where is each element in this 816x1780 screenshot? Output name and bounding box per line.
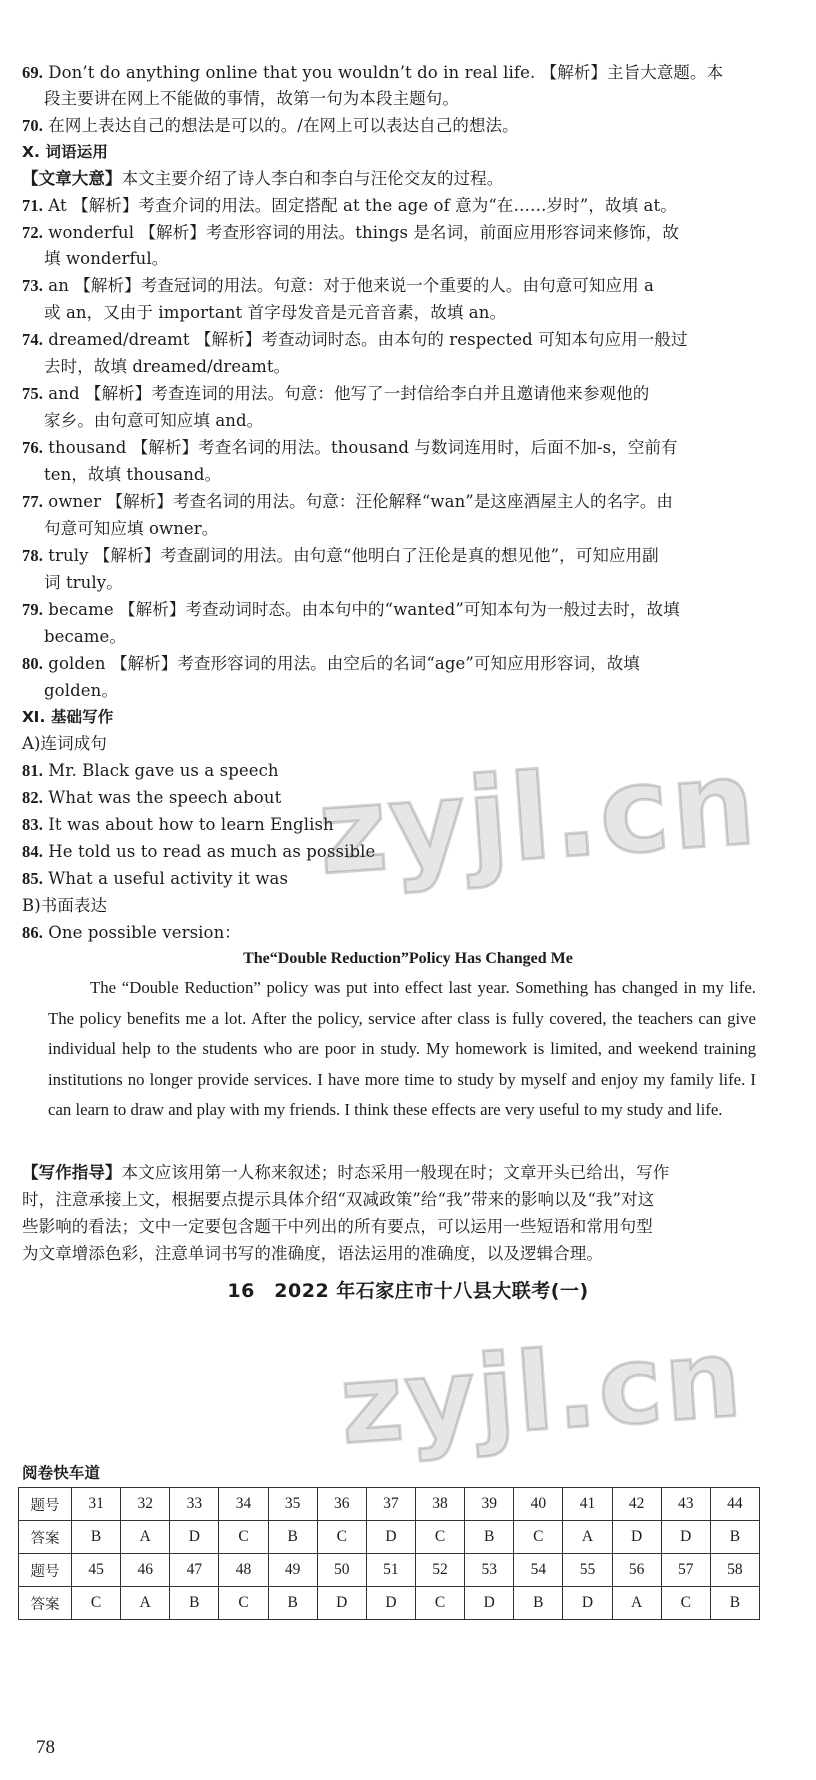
table-cell: C (661, 1587, 710, 1620)
table-cell: A (121, 1587, 170, 1620)
answer-69-line1: 69. Don’t do anything online that you wouldn’t do in real life. 【解析】主旨大意题。本 (22, 63, 724, 82)
answer-item-continuation: 或 an，又由于 important 首字母发音是元音音素，故填 an。 (44, 303, 507, 322)
table-cell: 48 (219, 1554, 268, 1587)
table-cell: A (563, 1521, 612, 1554)
table-cell: 49 (268, 1554, 317, 1587)
answer-item: 77. owner 【解析】考查名词的用法。句意：汪伦解释“wan”是这座酒屋主人的名字。由 (22, 492, 674, 511)
table-cell: 39 (465, 1488, 514, 1521)
table-cell: D (317, 1587, 366, 1620)
table-cell: D (465, 1587, 514, 1620)
part-a-heading: A)连词成句 (22, 734, 107, 753)
table-cell: 55 (563, 1554, 612, 1587)
table-cell: 56 (612, 1554, 661, 1587)
answer-item: 73. an 【解析】考查冠词的用法。句意：对于他来说一个重要的人。由句意可知应用 a (22, 276, 654, 295)
table-row (19, 1554, 760, 1587)
answer-86: 86. One possible version： (22, 923, 241, 942)
table-cell: 36 (317, 1488, 366, 1521)
table-cell: C (415, 1521, 464, 1554)
sentence-item: 83. It was about how to learn English (22, 815, 334, 834)
table-cell: D (366, 1587, 415, 1620)
table-cell: 38 (415, 1488, 464, 1521)
table-cell: D (661, 1521, 710, 1554)
quick-answer-label: 阅卷快车道 (22, 1464, 101, 1482)
table-cell: B (514, 1587, 563, 1620)
table-cell: 53 (465, 1554, 514, 1587)
table-cell: 42 (612, 1488, 661, 1521)
section-heading-11: Ⅺ. 基础写作 (22, 708, 114, 726)
answer-item: 75. and 【解析】考查连词的用法。句意：他写了一封信给李白并且邀请他来参观他的 (22, 384, 650, 403)
table-cell: B (170, 1587, 219, 1620)
table-header-cell: 题号 (19, 1554, 72, 1587)
table-cell: B (710, 1587, 759, 1620)
table-cell: A (612, 1587, 661, 1620)
answer-table (18, 1487, 760, 1620)
table-cell: 40 (514, 1488, 563, 1521)
section-heading-10: Ⅹ. 词语运用 (22, 143, 108, 161)
article-summary: 【文章大意】本文主要介绍了诗人李白和李白与汪伦交友的过程。 (22, 169, 504, 188)
table-cell: A (121, 1521, 170, 1554)
answer-item: 72. wonderful 【解析】考查形容词的用法。things 是名词，前面应用形容词来修饰，故 (22, 223, 679, 242)
table-cell: 51 (366, 1554, 415, 1587)
table-cell: B (72, 1521, 121, 1554)
table-cell: C (219, 1521, 268, 1554)
writing-guide-line4: 为文章增添色彩，注意单词书写的准确度，语法运用的准确度，以及逻辑合理。 (22, 1244, 603, 1263)
table-cell: D (366, 1521, 415, 1554)
table-cell: 33 (170, 1488, 219, 1521)
answer-item: 80. golden 【解析】考查形容词的用法。由空后的名词“age”可知应用形容词，故填 (22, 654, 640, 673)
answer-item-continuation: 句意可知应填 owner。 (44, 519, 219, 538)
answer-item-continuation: 家乡。由句意可知应填 and。 (44, 411, 264, 430)
table-cell: C (415, 1587, 464, 1620)
answer-item-continuation: 词 truly。 (44, 573, 123, 592)
answer-item: 79. became 【解析】考查动词时态。由本句中的“wanted”可知本句为一般过去时，故填 (22, 600, 680, 619)
sentence-item: 84. He told us to read as much as possible (22, 842, 376, 861)
table-cell: 31 (72, 1488, 121, 1521)
answer-item: 71. At 【解析】考查介词的用法。固定搭配 at the age of 意为“在……岁时”，故填 at。 (22, 196, 677, 215)
table-cell: 47 (170, 1554, 219, 1587)
sentence-item: 82. What was the speech about (22, 788, 282, 807)
table-cell: 44 (710, 1488, 759, 1521)
sentence-item: 85. What a useful activity it was (22, 869, 289, 888)
answer-item: 76. thousand 【解析】考查名词的用法。thousand 与数词连用时，后面不加-s，空前有 (22, 438, 678, 457)
part-b-heading: B)书面表达 (22, 896, 108, 915)
answer-item-continuation: 去时，故填 dreamed/dreamt。 (44, 357, 291, 376)
table-cell: 43 (661, 1488, 710, 1521)
table-cell: D (170, 1521, 219, 1554)
answer-item-continuation: golden。 (44, 681, 118, 700)
answer-item: 78. truly 【解析】考查副词的用法。由句意“他明白了汪伦是真的想见他”，可知应用副 (22, 546, 659, 565)
table-cell: 37 (366, 1488, 415, 1521)
answer-69-line2: 段主要讲在网上不能做的事情，故第一句为本段主题句。 (44, 89, 459, 108)
watermark: zyjl.cn (336, 1316, 748, 1469)
answer-70: 70. 在网上表达自己的想法是可以的。/在网上可以表达自己的想法。 (22, 116, 519, 135)
table-row (19, 1488, 760, 1521)
answer-item-continuation: 填 wonderful。 (44, 249, 169, 268)
answer-item: 74. dreamed/dreamt 【解析】考查动词时态。由本句的 respected 可知本句应用一般过 (22, 330, 688, 349)
table-cell: C (219, 1587, 268, 1620)
sentence-item: 81. Mr. Black gave us a speech (22, 761, 279, 780)
table-header-cell: 题号 (19, 1488, 72, 1521)
table-cell: 57 (661, 1554, 710, 1587)
writing-guide-line2: 时，注意承接上文，根据要点提示具体介绍“双减政策”给“我”带来的影响以及“我”对这 (22, 1190, 655, 1209)
table-row (19, 1587, 760, 1620)
answer-item-continuation: became。 (44, 627, 127, 646)
table-cell: 58 (710, 1554, 759, 1587)
table-cell: 50 (317, 1554, 366, 1587)
table-header-cell: 答案 (19, 1521, 72, 1554)
table-cell: B (465, 1521, 514, 1554)
page-number: 78 (36, 1737, 55, 1758)
table-cell: B (710, 1521, 759, 1554)
table-cell: D (612, 1521, 661, 1554)
writing-guide-line1: 【写作指导】本文应该用第一人称来叙述；时态采用一般现在时；文章开头已给出，写作 (22, 1163, 670, 1182)
exam-heading: 16 2022 年石家庄市十八县大联考(一) (227, 1280, 589, 1302)
table-cell: 32 (121, 1488, 170, 1521)
table-cell: 45 (72, 1554, 121, 1587)
table-cell: C (317, 1521, 366, 1554)
table-row (19, 1521, 760, 1554)
essay-body: The “Double Reduction” policy was put into effect last year. Something has changed in my life. The policy benefits me a lot. After the policy, service after class is fully covered, the teachers can give individual help to the students who are poor in study. My homework is limited, and weekend training institutions no longer provide services. I have more time to study by myself and enjoy my family life. I can learn to draw and play with my friends. I think these effects are very useful to my study and life. (48, 978, 756, 1119)
answer-item-continuation: ten，故填 thousand。 (44, 465, 222, 484)
table-cell: 41 (563, 1488, 612, 1521)
table-cell: B (268, 1587, 317, 1620)
table-cell: 52 (415, 1554, 464, 1587)
writing-guide-line3: 些影响的看法；文中一定要包含题干中列出的所有要点，可以运用一些短语和常用句型 (22, 1217, 653, 1236)
watermark: zyjl.cn (313, 732, 762, 902)
table-cell: 54 (514, 1554, 563, 1587)
table-cell: 35 (268, 1488, 317, 1521)
table-cell: 46 (121, 1554, 170, 1587)
table-cell: 34 (219, 1488, 268, 1521)
table-header-cell: 答案 (19, 1587, 72, 1620)
table-cell: D (563, 1587, 612, 1620)
table-cell: C (514, 1521, 563, 1554)
table-cell: C (72, 1587, 121, 1620)
table-cell: B (268, 1521, 317, 1554)
essay-title: The“Double Reduction”Policy Has Changed Me (243, 950, 573, 967)
